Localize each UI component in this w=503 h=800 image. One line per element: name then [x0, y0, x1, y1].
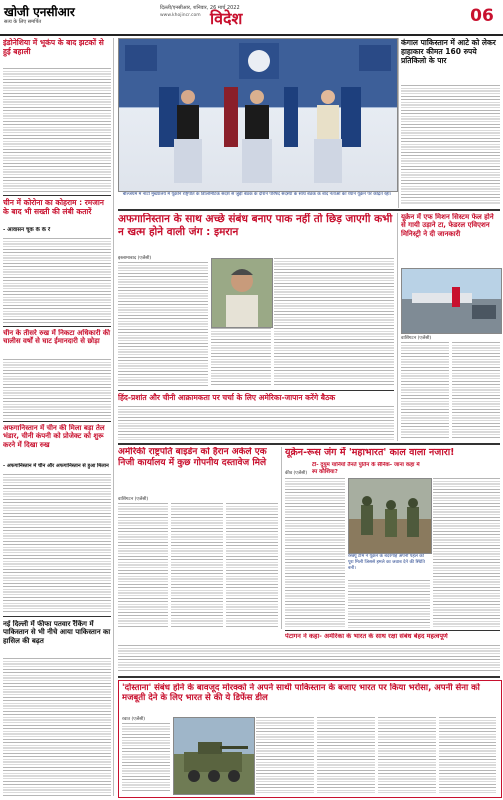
article-text — [256, 717, 314, 793]
lead-photo — [118, 38, 398, 192]
article-text — [317, 717, 375, 793]
lead-photo-caption: बेल्जियम में नाटो मुख्यालय में यूक्रेनि राष्ट्रपति के डिप्लोमैटिक संदेश से जुड़ी बैठक के दौरान परिषद सदस्यों के साथ बैठक के बाद नेताओं का ध्यान यूक्रेन पर केंद्रित रहा। — [122, 192, 392, 197]
bottom-byline: रवात (एजेंसी) — [122, 717, 146, 722]
soldiers-photo-caption: रेस्क्यू टीम ने यूक्रेन के बंदरगाह अपनी पहल को पूरा मिली जिससे हमले का जवाब देने की स्थिति बनी। — [348, 554, 425, 571]
left-subhead-4: - अफगानिस्तान में चीन और अफगानिस्तान से हुआ मिलान — [3, 463, 109, 469]
article-text — [285, 478, 345, 628]
article-text — [118, 406, 394, 440]
article-text — [118, 262, 208, 387]
article-text — [3, 658, 111, 796]
masthead — [0, 0, 503, 36]
russia-ukraine-subhead: टी- दुयुम यानियों तैनते पुतिन के सैनिक- जाना कहा में स्प कौशिया? — [312, 462, 420, 475]
main-byline: इस्लामाबाद (एजेंसी) — [118, 256, 152, 261]
brand-name: खोजी एनसीआर — [4, 5, 75, 19]
divider — [3, 421, 111, 422]
left-subhead-2: - आवासन चूक के के रे — [3, 227, 51, 233]
column-divider — [398, 38, 399, 208]
article-text — [122, 723, 170, 793]
page-number: 06 — [470, 6, 494, 26]
article-text — [348, 580, 430, 628]
article-text — [226, 503, 278, 628]
divider — [3, 616, 111, 617]
section-divider — [118, 443, 500, 445]
russia-ukraine-headline: यूक्रेन-रूस जंग में 'महाभारत' काल वाला नजारा! — [285, 447, 455, 458]
article-text — [401, 85, 500, 205]
article-text — [171, 503, 223, 628]
article-text — [3, 474, 111, 614]
airport-photo — [401, 268, 502, 334]
airport-photo-image — [402, 269, 501, 333]
article-text — [439, 717, 496, 793]
article-text — [118, 503, 168, 628]
right-headline: कंगाल पाकिस्तान में आटे को लेकर हाहाकार कीमत 160 रुपये प्रतिकिलो के पार — [401, 38, 496, 65]
article-text — [211, 328, 271, 387]
biden-byline: वाशिंगटन (एजेंसी) — [118, 497, 149, 502]
section-title: विदेश — [210, 9, 243, 28]
article-text — [3, 238, 111, 324]
soldiers-photo-image — [349, 479, 431, 553]
article-text — [433, 478, 500, 628]
column-divider — [281, 447, 282, 629]
military-vehicle-photo — [173, 717, 255, 795]
edition-tagline: सत्य के लिए समर्पित — [4, 19, 42, 25]
article-text — [118, 645, 500, 673]
left-headline-2: चीन में कोरोना का कोहराम : रमजान के बाद भी सख्ती की लंबी कतारें — [3, 198, 104, 216]
lead-photo-image — [119, 39, 397, 191]
article-text — [3, 68, 111, 192]
divider — [285, 630, 500, 631]
article-text — [274, 258, 394, 387]
biden-headline: अमेरिकी राष्ट्रपति बाइडेन को हैरान अकेले एक निजी कार्यालय में कुछ गोपनीय दस्तावेज मिले — [118, 447, 267, 468]
divider — [3, 195, 111, 196]
left-headline-3: चीन के तीसरे रुख में निकटा अधिकारी की चालीस वर्षों से घाट ईमानदारी से छोड़ा — [3, 329, 111, 346]
ukraine-aviation-headline: यूक्रेन में एफ मिशन सिस्टम फेल होने से गायी उड़ाने टा, फेडरल एविएशन मिनिस्ट्री ने दी जानकारी — [401, 213, 494, 238]
section-divider — [118, 676, 500, 678]
pentagon-headline: पेंटागन ने कहा- अमेरिका के भारत के साथ रक्षा संबंध बेहद महत्वपूर्ण — [285, 633, 448, 640]
left-headline-1: इंडोनेशिया में भूकंप के बाद झटकों से हुई बहाली — [3, 38, 104, 56]
indo-pacific-headline: हिंद-प्रशांत और चीनी आक्रामकता पर चर्चा के लिए अमेरिका-जापान करेंगे बैठक — [118, 393, 336, 402]
russia-ukraine-byline: कीव (एजेंसी) — [285, 471, 308, 476]
column-divider — [397, 213, 398, 441]
bottom-headline: 'दोस्ताना' संबंध होने के बावजूद मोरक्को ने अपने साथी पाकिस्तान के बजाए भारत पर किया भरोसा, अपनी सेना को मजबूती देने के लिए भारत से की ये डिफेंस डील — [122, 683, 480, 704]
main-headline: अफगानिस्तान के साथ अच्छे संबंध बनाए पाक नहीं तो छिड़ जाएगी कभी न खत्म होने वाली जंग : इमरान — [118, 213, 393, 238]
ukraine-aviation-byline: वाशिंगटन (एजेंसी) — [401, 336, 432, 341]
section-divider — [118, 209, 500, 211]
military-vehicle-photo-image — [174, 718, 254, 794]
website: www.khojincr.com — [160, 13, 201, 18]
column-divider — [113, 38, 114, 796]
divider — [118, 390, 394, 391]
article-text — [378, 717, 436, 793]
article-text — [3, 359, 111, 419]
divider — [3, 326, 111, 327]
article-text — [452, 342, 500, 440]
dateline: दिल्ली/एनसीआर, शनिवार, 26 मार्च 2022 — [160, 5, 240, 11]
imran-khan-photo — [211, 258, 273, 328]
soldiers-photo — [348, 478, 432, 554]
article-text — [401, 342, 449, 440]
left-headline-5: नई दिल्ली में फीफा पतवार रैंकिंग में पाकिस्तान से भी नीचे आया पाकिस्तान का हासिल की बढ़त — [3, 620, 111, 645]
left-headline-4: अफगानिस्तान में चीन की मिला बड़ा तेल भंडार, चीनी कंपनी को प्रोजेक्ट को शुरू करने में दिखा रुख — [3, 424, 105, 449]
imran-khan-photo-image — [212, 259, 272, 327]
